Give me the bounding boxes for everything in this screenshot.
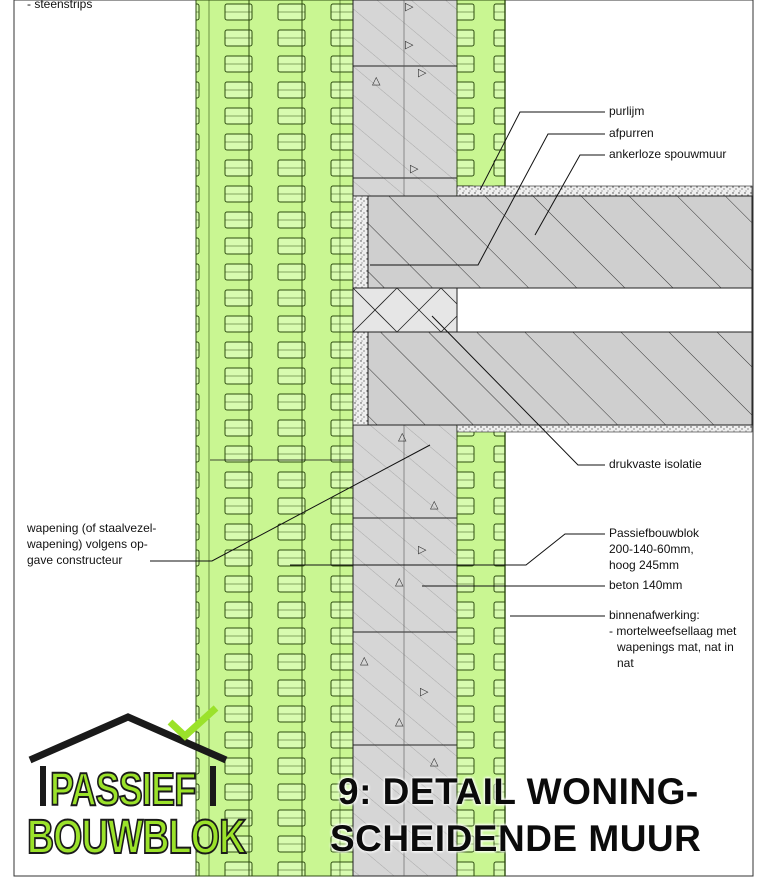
svg-text:△: △ — [395, 716, 404, 728]
afpur-band-bottom — [457, 425, 752, 432]
label-ankerloze-spouwmuur: ankerloze spouwmuur — [609, 147, 727, 161]
label-passiefbouwblok-2: 200-140-60mm, — [609, 542, 694, 556]
label-beton: beton 140mm — [609, 578, 683, 592]
label-wapening-3: gave constructeur — [27, 553, 123, 567]
svg-text:△: △ — [398, 431, 407, 443]
label-passiefbouwblok-3: hoog 245mm — [609, 558, 680, 572]
floor-slab-upper — [368, 196, 752, 288]
label-wapening-1: wapening (of staalvezel- — [27, 521, 157, 535]
label-afpurren: afpurren — [609, 126, 654, 140]
svg-text:▷: ▷ — [420, 686, 429, 698]
svg-text:▷: ▷ — [405, 1, 414, 13]
svg-text:△: △ — [360, 655, 369, 667]
label-binnenafwerking-1: binnenafwerking: — [609, 608, 700, 622]
label-binnenafwerking-4: nat — [617, 656, 634, 670]
left-passiefbouwblok-wall — [196, 0, 353, 876]
drawing-title-line2: SCHEIDENDE MUUR — [330, 818, 702, 859]
label-drukvaste-isolatie: drukvaste isolatie — [609, 457, 702, 471]
label-wapening-2: wapening) volgens op- — [27, 537, 148, 551]
svg-text:▷: ▷ — [405, 39, 414, 51]
label-purlijm: purlijm — [609, 104, 645, 118]
concrete-core — [353, 0, 457, 876]
svg-text:▷: ▷ — [418, 544, 427, 556]
right-passiefbouwblok-wall — [457, 0, 505, 876]
floor-slab-lower — [368, 332, 752, 425]
logo-bouwblok: BOUWBLOK — [27, 811, 246, 864]
svg-text:△: △ — [430, 499, 439, 511]
drawing-title-line1: 9: DETAIL WONING- — [338, 771, 699, 812]
svg-text:△: △ — [372, 75, 381, 87]
logo-passief: PASSIEF — [50, 763, 196, 815]
label-binnenafwerking-3: wapenings mat, nat in — [617, 640, 734, 654]
label-binnenafwerking-2: - mortelweefsellaag met — [609, 624, 737, 638]
svg-text:△: △ — [430, 756, 439, 768]
label-steenstrips: - steenstrips — [27, 0, 93, 11]
svg-text:▷: ▷ — [410, 163, 419, 175]
cavity-gap — [457, 288, 752, 332]
afpur-band-top — [457, 186, 752, 196]
svg-text:△: △ — [395, 576, 404, 588]
label-passiefbouwblok-1: Passiefbouwblok — [609, 526, 700, 540]
svg-text:▷: ▷ — [418, 67, 427, 79]
